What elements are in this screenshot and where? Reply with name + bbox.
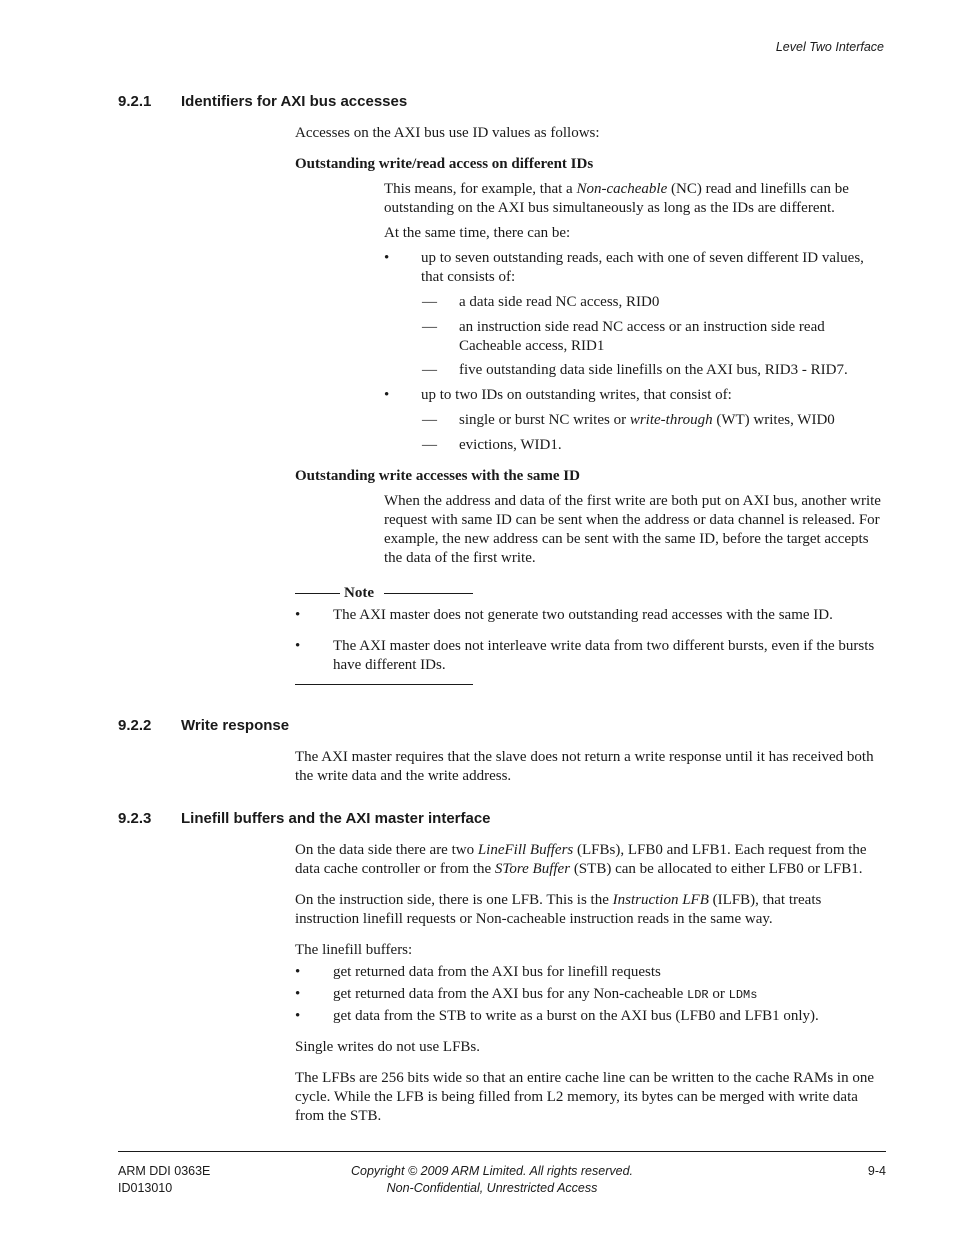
paragraph: The linefill buffers: [295,942,413,958]
dash-mark: — [422,412,437,428]
dash-mark: — [422,319,437,335]
paragraph: The LFBs are 256 bits wide so that an entire cache line can be written to the cache RAMs in one cycle. While the LFB is being filled from L2 memory, its bytes can be merged with write data from the STB. [295,1070,874,1124]
list-item: — a data side read NC access, RID0 [422,294,660,310]
dash-mark: — [422,437,437,453]
paragraph: On the data side there are two LineFill Buffers (LFBs), LFB0 and LFB1. Each request from the data cache controller or from the STore Buffer (STB) can be allocated to either LFB0 or LFB1. [295,842,867,877]
paragraph: This means, for example, that a Non-cacheable (NC) read and linefills can be outstanding on the AXI bus simultaneously as long as the IDs are different. [384,181,849,216]
list-item: — an instruction side read NC access or an instruction side read Cacheable access, RID1 [422,319,825,354]
subheading: Outstanding write accesses with the same ID [295,468,580,484]
section-heading-9-2-3 [118,810,491,827]
list-item: • up to seven outstanding reads, each with one of seven different ID values, that consists of: [384,250,864,285]
paragraph: On the instruction side, there is one LFB. This is the Instruction LFB (ILFB), that treats instruction linefill requests or Non-cacheable instruction reads in the same way. [295,892,822,927]
note-item: • The AXI master does not interleave write data from two different bursts, even if the bursts have different IDs. [295,638,875,673]
list-item: • up to two IDs on outstanding writes, that consist of: [384,387,732,403]
section-heading-9-2-2 [118,717,289,734]
section-title: Identifiers for AXI bus accesses [181,93,408,110]
paragraph: When the address and data of the first write are both put on AXI bus, another write request with same ID can be sent when the address or data channel is released. For example, the new address can be sent with the same ID, before the target accepts the data of the first write. [384,493,881,566]
list-item: • get returned data from the AXI bus for linefill requests [295,964,661,980]
paragraph: At the same time, there can be: [384,225,571,241]
bullet-mark: • [295,1008,301,1024]
section-number: 9.2.3 [118,810,152,827]
bullet-mark: • [295,986,301,1002]
section-number: 9.2.2 [118,717,152,734]
footer-doc-rev: ID013010 [118,1181,173,1195]
list-item: • get data from the STB to write as a burst on the AXI bus (LFB0 and LFB1 only). [295,1008,819,1024]
note-item: • The AXI master does not generate two outstanding read accesses with the same ID. [295,607,833,623]
running-header: Level Two Interface [775,40,884,54]
footer-copyright: Copyright © 2009 ARM Limited. All rights reserved. [350,1164,633,1178]
section-heading-9-2-1 [118,93,407,110]
paragraph: Single writes do not use LFBs. [295,1039,481,1055]
subheading: Outstanding write/read access on different IDs [295,156,594,172]
list-item: • get returned data from the AXI bus for any Non-cacheable LDR or LDMs [295,986,758,1002]
page-number: 9-4 [867,1164,886,1178]
list-item: — five outstanding data side linefills on the AXI bus, RID3 - RID7. [422,362,848,378]
bullet-mark: • [295,964,301,980]
list-item: — evictions, WID1. [422,437,562,453]
paragraph: The AXI master requires that the slave does not return a write response until it has received both the write data and the write address. [295,749,874,784]
bullet-mark: • [295,607,301,623]
bullet-mark: • [384,250,390,266]
note-rule-left [295,593,340,594]
footer-rule [118,1151,886,1152]
bullet-mark: • [295,638,301,654]
footer-doc-id: ARM DDI 0363E [118,1164,211,1178]
section-number: 9.2.1 [118,93,152,110]
note-label: Note [344,585,374,601]
bullet-mark: • [384,387,390,403]
paragraph: Accesses on the AXI bus use ID values as follows: [295,125,600,141]
list-item: — single or burst NC writes or write-through (WT) writes, WID0 [422,412,835,428]
note-rule-right [384,593,473,594]
footer-access: Non-Confidential, Unrestricted Access [386,1181,598,1195]
section-title: Linefill buffers and the AXI master interface [181,810,491,827]
section-title: Write response [181,717,290,734]
dash-mark: — [422,362,437,378]
dash-mark: — [422,294,437,310]
note-end-rule [295,684,473,685]
